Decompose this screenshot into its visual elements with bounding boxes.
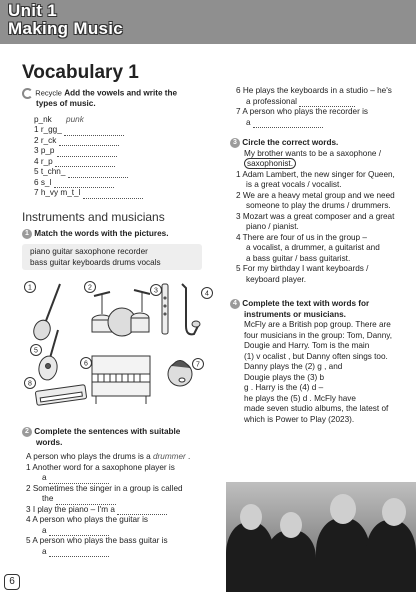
answer-blank[interactable] <box>299 98 355 107</box>
exercise-5-instruction-line2: instruments or musicians. <box>244 309 346 319</box>
exercise-1-example <box>22 115 202 126</box>
list-item: 5 For my birthday I want keyboards / <box>236 264 369 274</box>
list-item: 2 We are a heavy metal group and we need <box>236 190 395 200</box>
exercise-4-items <box>230 170 414 286</box>
unit-name: Making Music <box>8 19 124 38</box>
list-item: piano / pianist. <box>246 222 299 232</box>
circled-answer: saxophonist. <box>244 158 296 169</box>
answer-blank[interactable] <box>83 190 143 199</box>
list-item-7-line1: 7 A person who plays the recorder is <box>236 107 368 116</box>
picture-number: 5 <box>34 347 38 355</box>
paragraph-line: he plays the (5) d . McFly have <box>244 393 356 403</box>
instruments-illustration <box>22 278 218 416</box>
list-item: keyboard player. <box>246 274 307 284</box>
recycle-icon <box>22 88 33 99</box>
exercise-5-text <box>230 320 414 425</box>
answer-blank[interactable] <box>64 127 124 136</box>
exercise-number-badge: 3 <box>230 138 240 148</box>
answer-blank[interactable] <box>68 169 128 178</box>
list-item: 1 Adam Lambert, the new singer for Queen, <box>236 169 395 179</box>
list-item-7-line2: a <box>246 117 251 127</box>
saxophone-icon <box>182 284 200 334</box>
list-item: 1 r_gg_ <box>34 125 202 136</box>
paragraph-line: which is Power to Play (2023). <box>244 414 355 424</box>
list-item: 4 A person who plays the guitar is a <box>26 515 148 535</box>
page-number: 6 <box>4 574 20 590</box>
word-box-line1: piano guitar saxophone recorder <box>30 247 148 256</box>
exercise-5-instruction: 4 Complete the text with words for <box>230 299 414 310</box>
list-item: 1 Another word for a saxophone player is a <box>26 462 175 483</box>
example-answer: drummer <box>152 452 186 462</box>
exercise-4 <box>230 138 414 285</box>
answer-blank[interactable] <box>49 475 109 484</box>
exercise-1-instruction <box>22 88 202 99</box>
paragraph-line: (1) v ocalist , but Danny often sings too. <box>244 351 388 361</box>
unit-title <box>8 2 123 38</box>
unit-number: Unit 1 <box>8 1 58 20</box>
list-item: 3 p_p <box>34 146 202 157</box>
list-item: 2 Sometimes the singer in a group is called the <box>26 483 183 504</box>
picture-number: 6 <box>84 360 88 368</box>
exercise-2-continued <box>236 86 414 128</box>
section-heading: Instruments and musicians <box>22 210 165 224</box>
list-item: 5 A person who plays the bass guitar is a <box>26 536 168 556</box>
drums-icon <box>92 290 150 336</box>
list-item: 2 r_ck <box>34 136 202 147</box>
list-item: 6 s_l <box>34 178 202 189</box>
singer-icon <box>168 360 192 386</box>
answer-blank[interactable] <box>57 148 117 157</box>
paragraph-line: McFly are a British pop group. There are <box>244 320 391 330</box>
answer-blank[interactable] <box>253 119 323 128</box>
answer-blank[interactable] <box>55 158 115 167</box>
band-photo <box>226 482 416 592</box>
answer-blank[interactable] <box>117 506 167 515</box>
list-item-6-line2: a professional <box>246 96 297 106</box>
answer-blank[interactable] <box>54 179 114 188</box>
page-title: Vocabulary 1 <box>22 62 139 83</box>
example-word: p_nk <box>34 114 52 124</box>
list-item: someone to play the drums / drummers. <box>246 201 391 211</box>
list-item-6-line1: 6 He plays the keyboards in a studio – he's <box>236 86 392 95</box>
picture-number: 7 <box>196 361 200 369</box>
list-item: is a great vocals / vocalist. <box>246 180 342 190</box>
picture-number: 1 <box>28 284 32 292</box>
paragraph-line: made seven studio albums, the latest of <box>244 404 389 414</box>
exercise-number-badge: 4 <box>230 299 240 309</box>
picture-number: 8 <box>28 380 32 388</box>
exercise-1-instruction-line2: types of music. <box>36 99 96 109</box>
example-answer: punk <box>66 114 84 124</box>
paragraph-line: g . Harry is the (4) d – <box>244 383 324 393</box>
exercise-4-instruction: 3 Circle the correct words. <box>230 138 414 149</box>
exercise-3 <box>22 427 218 557</box>
exercise-1 <box>22 88 202 199</box>
exercise-3-instruction-line2: words. <box>36 437 63 447</box>
list-item: 7 h_vy m_t_l <box>34 188 202 199</box>
exercise-3-instruction: 2 Complete the sentences with suitable <box>22 427 218 438</box>
exercise-5 <box>230 299 414 425</box>
list-item: a bass guitar / bass guitarist. <box>246 253 351 263</box>
paragraph-line: Dougie plays the (3) b <box>244 372 325 382</box>
keyboard-icon <box>35 385 86 406</box>
list-item: 4 There are four of us in the group – <box>236 232 367 242</box>
recycle-label: Recycle <box>35 88 62 98</box>
exercise-number-badge: 2 <box>22 427 32 437</box>
piano-icon <box>92 356 150 404</box>
exercise-number-badge: 1 <box>22 229 32 239</box>
paragraph-line: Dougie and Harry. Tom is the main <box>244 341 370 351</box>
answer-blank[interactable] <box>56 496 116 505</box>
paragraph-line: Danny plays the (2) g , and <box>244 362 343 372</box>
picture-number: 3 <box>154 287 158 295</box>
picture-number: 4 <box>205 290 209 298</box>
exercise-2-instruction: 1 Match the words with the pictures. <box>22 229 168 240</box>
exercise-4-example: My brother wants to be a saxophone / saxophonist. <box>244 148 381 169</box>
list-item: 3 Mozart was a great composer and a great <box>236 211 395 221</box>
list-item: 3 I play the piano – I'm a <box>22 505 218 516</box>
word-box-line2: bass guitar keyboards drums vocals <box>30 258 161 267</box>
exercise-3-example: A person who plays the drums is a drummer . <box>26 452 191 462</box>
list-item: 4 r_p <box>34 157 202 168</box>
answer-blank[interactable] <box>49 527 109 536</box>
picture-number: 2 <box>88 284 92 292</box>
bass-guitar-icon <box>31 284 60 342</box>
exercise-1-items <box>22 125 202 199</box>
list-item: a vocalist, a drummer, a guitarist and <box>246 243 380 253</box>
list-item: 5 t_chn_ <box>34 167 202 178</box>
recorder-icon <box>162 284 168 334</box>
answer-blank[interactable] <box>59 137 119 146</box>
paragraph-line: four musicians in the group: Tom, Danny, <box>244 330 393 340</box>
answer-blank[interactable] <box>49 548 109 557</box>
exercise-1-instruction-line1: Add the vowels and write the <box>64 88 178 98</box>
